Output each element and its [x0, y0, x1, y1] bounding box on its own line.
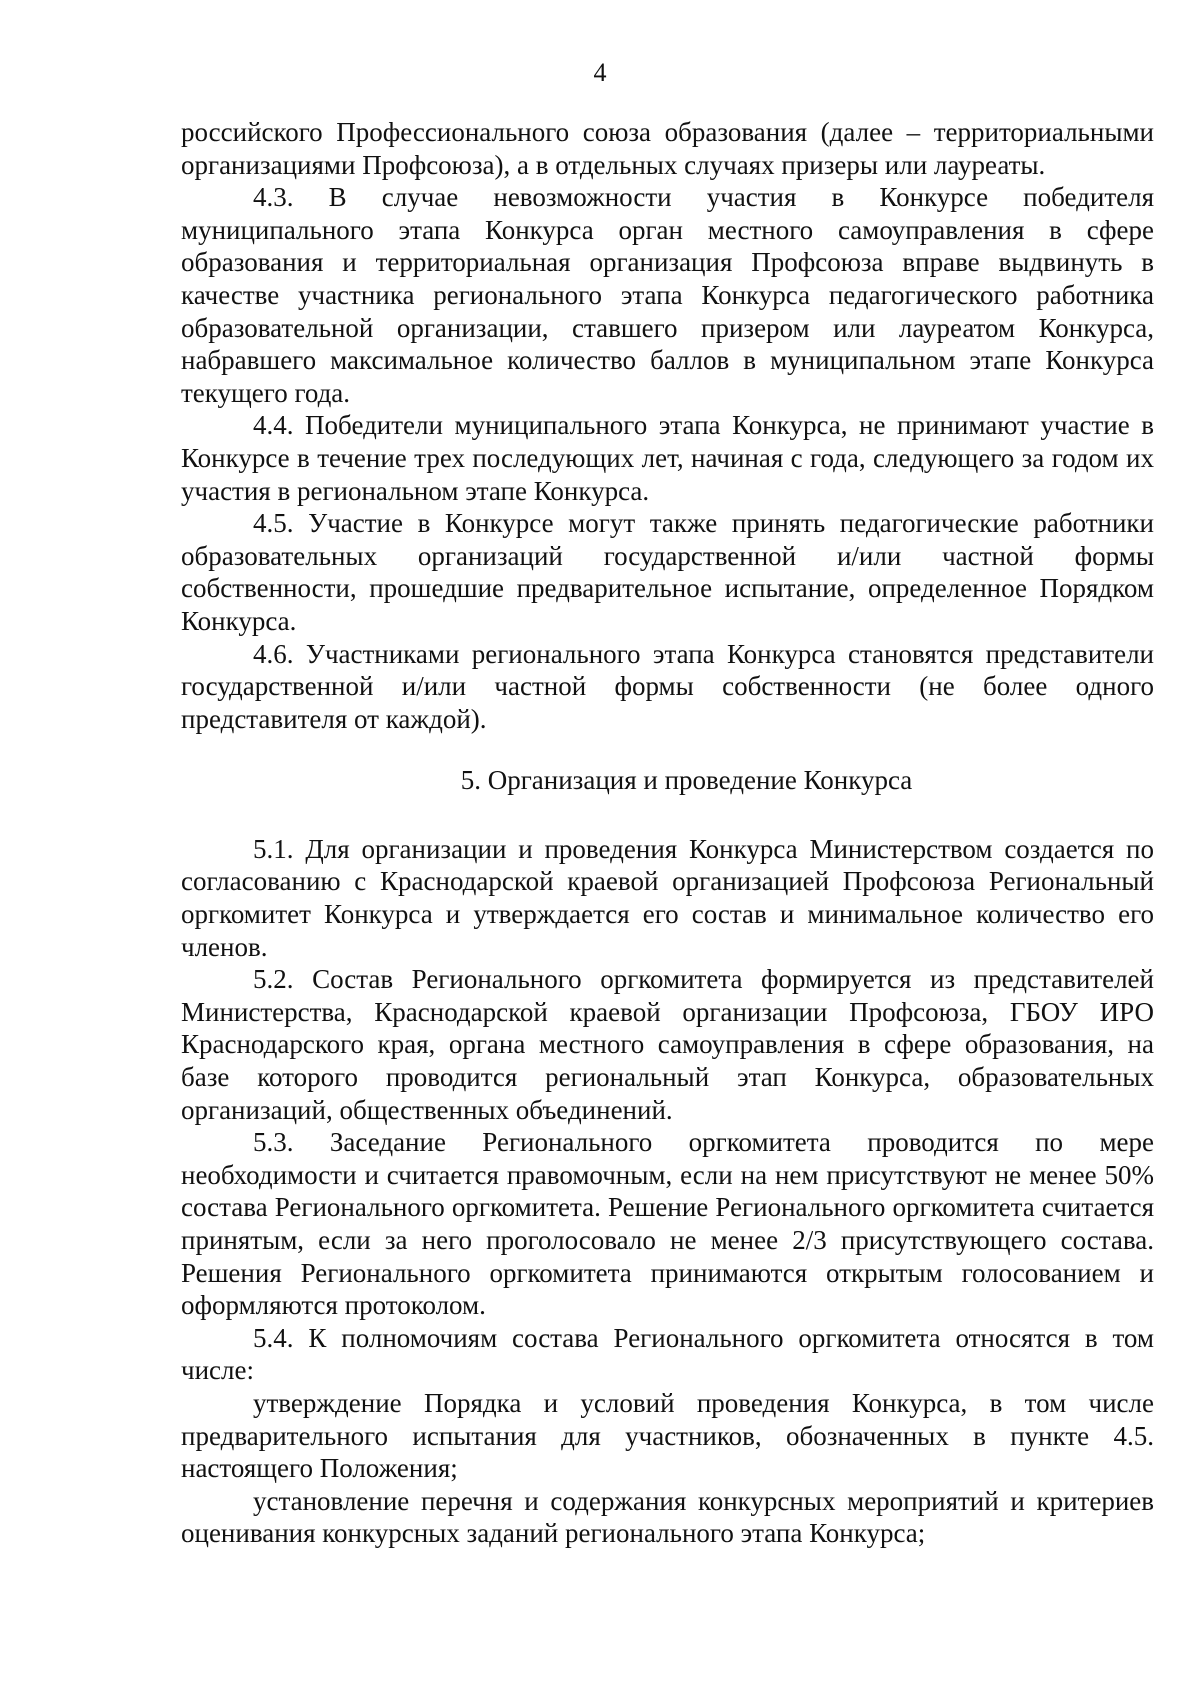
- paragraph-continuation: российского Профессионального союза образования (далее – территориальными организациями Профсоюза), а в отдельных случаях призеры или лауреаты.: [181, 117, 1154, 180]
- paragraph-5-1: 5.1. Для организации и проведения Конкурса Министерством создается по согласованию с Краснодарской краевой организацией Профсоюза Региональный оргкомитет Конкурса и утверждается его состав и минимальное количество его членов.: [181, 833, 1154, 962]
- paragraph-4-5: 4.5. Участие в Конкурсе могут также принять педагогические работники образовательных организаций государственной и/или частной формы собственности, прошедшие предварительное испытание, определенное Порядком Конкурса.: [181, 508, 1154, 636]
- paragraph-5-3: 5.3. Заседание Регионального оргкомитета проводится по мере необходимости и считается правомочным, если на нем присутствуют не менее 50% состава Регионального оргкомитета. Решение Регионального оргкомитета считается принятым, если за него проголосовало не менее 2/3 присутствующего состава. Решения Регионального оргкомитета принимаются открытым голосованием и оформляются протоколом.: [181, 1127, 1154, 1321]
- paragraph-4-6: 4.6. Участниками регионального этапа Конкурса становятся представители государственной и/или частной формы собственности (не более одного представителя от каждой).: [181, 638, 1154, 734]
- paragraph-4-3: 4.3. В случае невозможности участия в Конкурсе победителя муниципального этапа Конкурса орган местного самоуправления в сфере образования и территориальная организация Профсоюза вправе выдвинуть в качестве участника регионального этапа Конкурса педагогического работника образовательной организации, ставшего призером или лауреатом Конкурса, набравшего максимальное количество баллов в муниципальном этапе Конкурса текущего года.: [181, 182, 1154, 408]
- paragraph-5-2: 5.2. Состав Регионального оргкомитета формируется из представителей Министерства, Краснодарской краевой организации Профсоюза, ГБОУ ИРО Краснодарского края, органа местного самоуправления в сфере образования, на базе которого проводится региональный этап Конкурса, образовательных организаций, общественных объединений.: [181, 964, 1154, 1125]
- page-number: 4: [593, 58, 607, 87]
- list-item-criteria: установление перечня и содержания конкурсных мероприятий и критериев оценивания конкурсных заданий регионального этапа Конкурса;: [181, 1485, 1154, 1549]
- paragraph-5-4: 5.4. К полномочиям состава Регионального оргкомитета относятся в том числе:: [181, 1322, 1154, 1386]
- paragraph-4-4: 4.4. Победители муниципального этапа Конкурса, не принимают участие в Конкурсе в течение трех последующих лет, начиная с года, следующего за годом их участия в региональном этапе Конкурса.: [181, 410, 1154, 506]
- document-body: [181, 116, 1154, 1550]
- section-heading: 5. Организация и проведение Конкурса: [460, 765, 913, 796]
- list-item-procedure: утверждение Порядка и условий проведения Конкурса, в том числе предварительного испытания для участников, обозначенных в пункте 4.5. настоящего Положения;: [181, 1387, 1154, 1484]
